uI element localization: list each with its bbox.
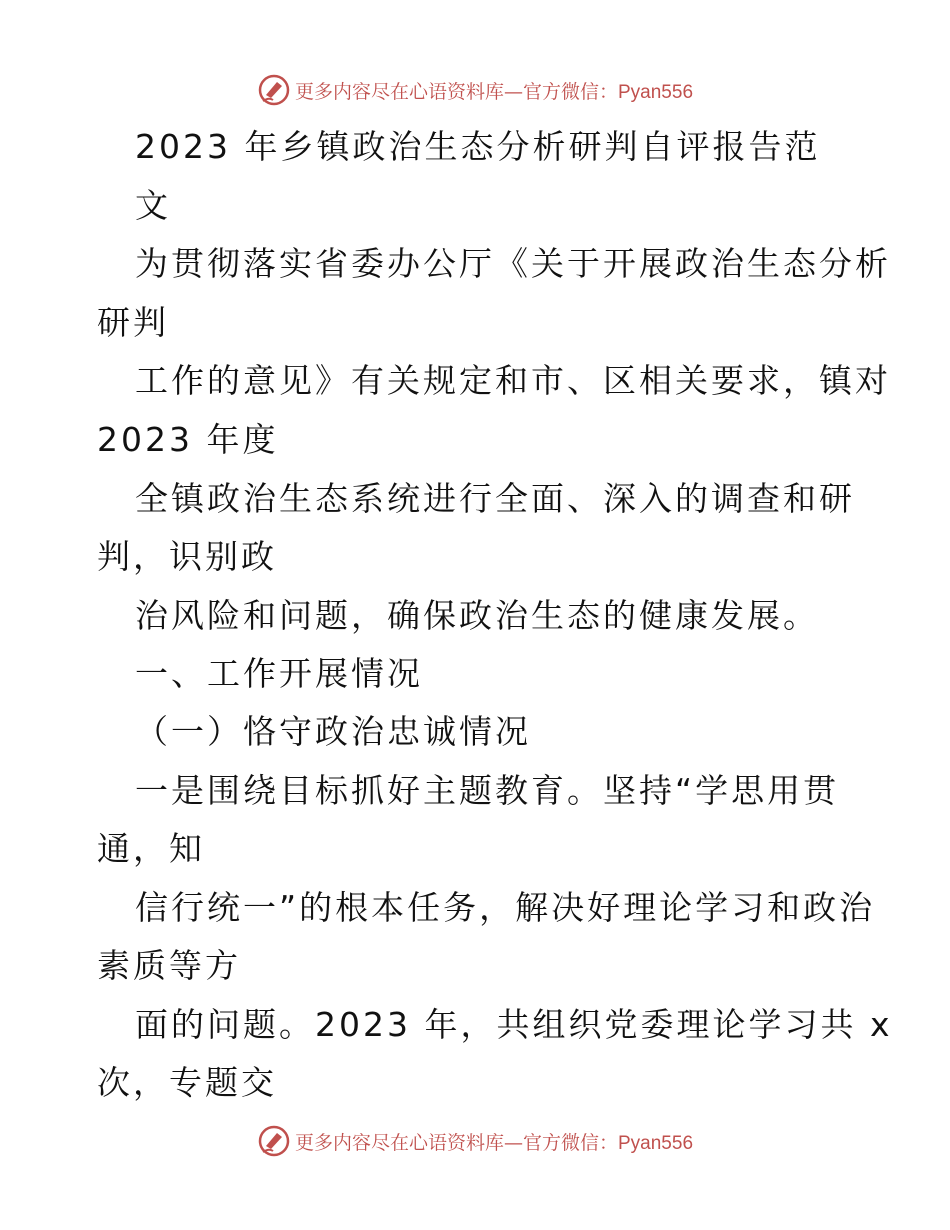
body-text-line: 工作的意见》有关规定和市、区相关要求，镇对: [135, 361, 891, 400]
body-text-line: 为贯彻落实省委办公厅《关于开展政治生态分析: [135, 244, 891, 283]
body-text-line: 次，专题交: [97, 1063, 277, 1102]
body-text-line: 面的问题。2023 年，共组织党委理论学习共 x: [135, 1005, 893, 1044]
watermark-text: 更多内容尽在心语资料库—官方微信：Pyan556: [294, 1131, 694, 1154]
watermark-logo-icon: [257, 1124, 291, 1158]
body-text-line: 2023 年度: [97, 420, 279, 459]
watermark-header: [0, 70, 950, 110]
section-heading: 一、工作开展情况: [135, 654, 423, 693]
body-text-line: 研判: [97, 303, 169, 342]
body-text-line: 判，识别政: [97, 537, 277, 576]
watermark-text: 更多内容尽在心语资料库—官方微信：Pyan556: [294, 80, 694, 103]
body-text-line: 素质等方: [97, 946, 241, 985]
body-text-line: 信行统一”的根本任务，解决好理论学习和政治: [135, 888, 876, 927]
subsection-heading: （一）恪守政治忠诚情况: [135, 712, 531, 751]
watermark-logo-icon: [257, 73, 291, 107]
body-text-line: 一是围绕目标抓好主题教育。坚持“学思用贯: [135, 771, 840, 810]
body-text-line: 通，知: [97, 829, 205, 868]
watermark-footer: [0, 1121, 950, 1161]
body-text-line: 治风险和问题，确保政治生态的健康发展。: [135, 596, 819, 635]
document-title-line-2: 文: [135, 186, 171, 225]
body-text-line: 全镇政治生态系统进行全面、深入的调查和研: [135, 479, 855, 518]
document-title-line-1: 2023 年乡镇政治生态分析研判自评报告范: [135, 127, 821, 166]
